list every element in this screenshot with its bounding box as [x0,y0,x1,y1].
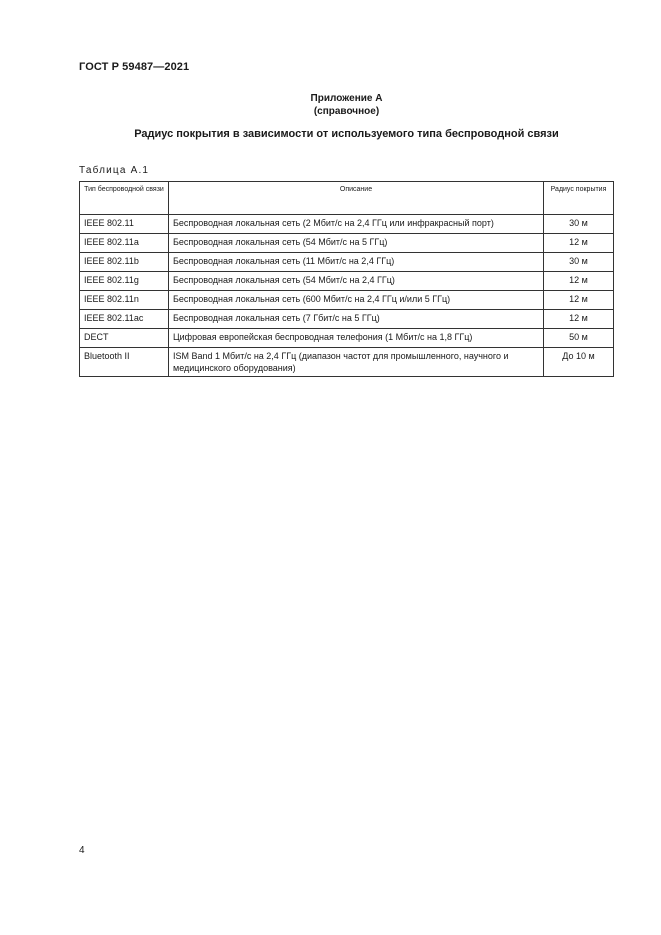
table-row [80,253,614,272]
cell-type: IEEE 802.11g [80,272,169,291]
table-header-row [80,182,614,215]
cell-description: Беспроводная локальная сеть (7 Гбит/с на 5 ГГц) [169,310,544,329]
table-row [80,348,614,377]
column-header-type: Тип беспроводной связи [80,182,169,215]
standard-id: ГОСТ Р 59487—2021 [79,61,190,73]
cell-radius: 30 м [544,253,614,272]
cell-description: Беспроводная локальная сеть (11 Мбит/с на 2,4 ГГц) [169,253,544,272]
table-row [80,329,614,348]
cell-radius: 12 м [544,310,614,329]
cell-type: IEEE 802.11a [80,234,169,253]
table-row [80,272,614,291]
cell-radius: 50 м [544,329,614,348]
cell-radius: 12 м [544,291,614,310]
cell-radius: 12 м [544,234,614,253]
cell-type: IEEE 802.11ac [80,310,169,329]
cell-radius: До 10 м [544,348,614,377]
table-row [80,215,614,234]
cell-description: Беспроводная локальная сеть (54 Мбит/с на 5 ГГц) [169,234,544,253]
coverage-table [79,181,614,377]
page-number: 4 [79,845,85,856]
column-header-description: Описание [169,182,544,215]
cell-type: IEEE 802.11 [80,215,169,234]
cell-description: Цифровая европейская беспроводная телефония (1 Мбит/с на 1,8 ГГц) [169,329,544,348]
cell-type: IEEE 802.11b [80,253,169,272]
column-header-radius: Радиус покрытия [544,182,614,215]
cell-type: DECT [80,329,169,348]
table-row [80,234,614,253]
cell-description: Беспроводная локальная сеть (600 Мбит/с на 2,4 ГГц и/или 5 ГГц) [169,291,544,310]
cell-radius: 30 м [544,215,614,234]
cell-radius: 12 м [544,272,614,291]
table-row [80,291,614,310]
cell-description: Беспроводная локальная сеть (2 Мбит/с на 2,4 ГГц или инфракрасный порт) [169,215,544,234]
appendix-heading [0,92,661,118]
appendix-subtitle: (справочное) [313,106,380,117]
cell-type: Bluetooth II [80,348,169,377]
table-caption: Таблица А.1 [79,165,150,176]
table-row [80,310,614,329]
cell-description: Беспроводная локальная сеть (54 Мбит/с на 2,4 ГГц) [169,272,544,291]
main-title: Радиус покрытия в зависимости от используемого типа беспроводной связи [134,128,559,140]
appendix-title: Приложение А [310,93,383,104]
cell-description: ISM Band 1 Мбит/с на 2,4 ГГц (диапазон частот для промышленного, научного и медицинского оборудования) [169,348,544,377]
cell-type: IEEE 802.11n [80,291,169,310]
